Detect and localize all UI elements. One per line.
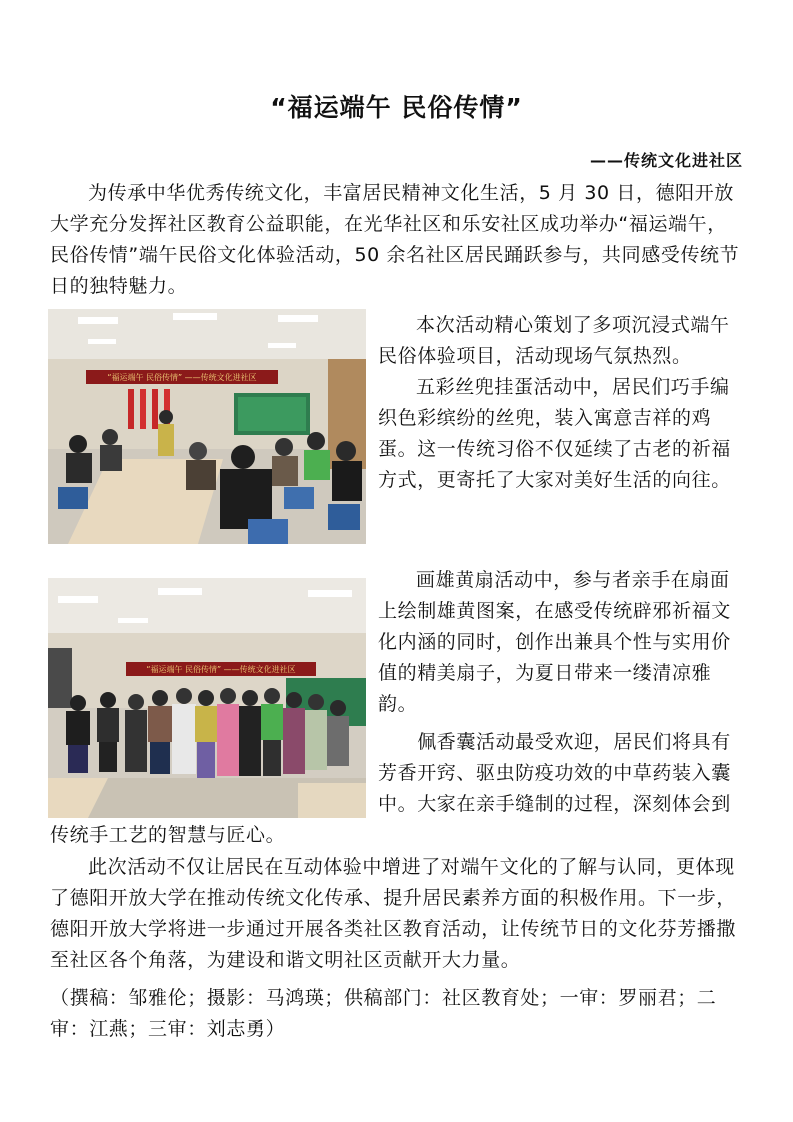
paragraph-sachet: 佩香囊活动最受欢迎，居民们将具有芳香开窍、驱虫防疫功效的中草药装入囊中。大家在亲手缝制的过程，深刻体会到传统手工艺的智慧与匠心。 [50,731,731,846]
photo-wrap-spacer [50,727,378,819]
activity-photo-classroom [48,309,366,544]
paragraph-credits: （撰稿：邹雅伦；摄影：马鸿瑛；供稿部门：社区教育处；一审：罗丽君；二审：江燕；三审：刘志勇） [50,987,717,1040]
paragraph-conclusion: 此次活动不仅让居民在互动体验中增进了对端午文化的了解与认同，更体现了德阳开放大学在推动传统文化传承、提升居民素养方面的积极作用。下一步，德阳开放大学将进一步通过开展各类社区教育活动，让传统节日的文化芬芳播撒至社区各个角落，为建设和谐文明社区贡献开大力量。 [50,856,737,971]
photo1-banner-text: “福运端午 民俗传情” ——传统文化进社区 [107,373,257,382]
paragraph-egg-pouch: 五彩丝兜挂蛋活动中，居民们巧手编织色彩缤纷的丝兜，装入寓意吉祥的鸡蛋。这一传统习俗不仅延续了古老的祈福方式，更寄托了大家对美好生活的向往。 [378,376,731,491]
article-title: “福运端午 民俗传情” [270,93,523,122]
paragraph-sachet-wrapper [50,727,746,851]
paragraph-fan-painting: 画雄黄扇活动中，参与者亲手在扇面上绘制雄黄图案，在感受传统辟邪祈福文化内涵的同时，创作出兼具个性与实用价值的精美扇子，为夏日带来一缕清凉雅韵。 [378,569,731,715]
paragraph-intro: 为传承中华优秀传统文化，丰富居民精神文化生活，5 月 30 日，德阳开放大学充分发挥社区教育公益职能，在光华社区和乐安社区成功举办“福运端午，民俗传情”端午民俗文化体验活动，50 余名社区居民踊跃参与，共同感受传统节日的独特魅力。 [50,182,740,297]
article-subtitle: ——传统文化进社区 [589,151,743,170]
paragraph-overview: 本次活动精心策划了多项沉浸式端午民俗体验项目，活动现场气氛热烈。 [378,314,730,367]
photo2-banner-text: “福运端午 民俗传情” ——传统文化进社区 [146,665,296,674]
